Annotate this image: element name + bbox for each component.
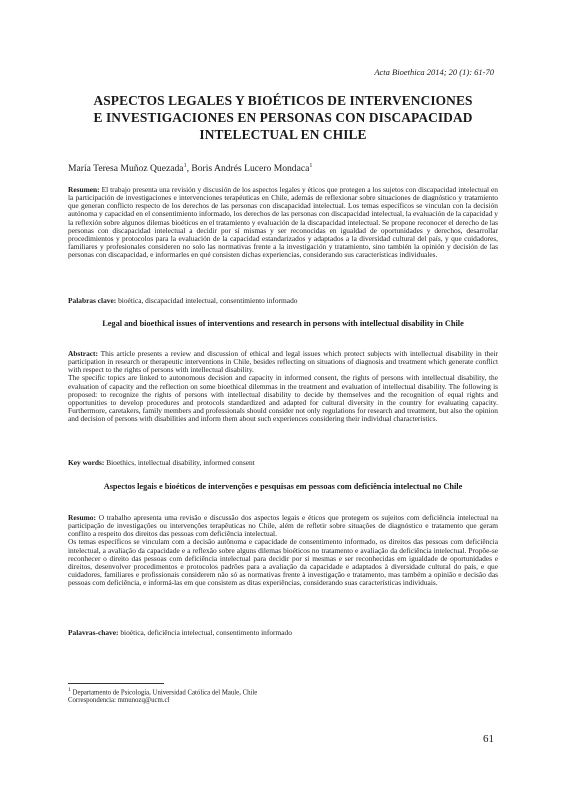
author-name: María Teresa Muñoz Quezada <box>68 163 184 175</box>
abstract-paragraph <box>68 350 498 374</box>
keywords-text: bioética, deficiência intelectual, consentimento informado <box>120 628 292 637</box>
journal-reference: Acta Bioethica 2014; 20 (1): 61-70 <box>374 67 494 77</box>
author-name: Boris Andrés Lucero Mondaca <box>191 163 310 175</box>
spanish-abstract <box>68 186 498 259</box>
footnote-mark: 1 <box>68 687 71 693</box>
correspondence-label: Correspondencia: <box>68 697 116 704</box>
english-abstract <box>68 350 498 423</box>
keywords-label: Palavras-chave: <box>68 628 119 637</box>
abstract-text: O trabalho apresenta uma revisão e discussão dos aspectos legais e éticos que protegem os sujeitos com deficiência intelectual na participação de investigações ou intervenções terapêuticas no Chile, além de refletir sobre situações de diagnóstico e tratamento que geram conflito a respeito dos direitos das pessoas com deficiência intelectual. <box>68 513 498 539</box>
abstract-text: El trabajo presenta una revisión y discusión de los aspectos legales y éticos que protegen a los sujetos con discapacidad intelectual en la participación de investigaciones e intervenciones terapéuticas en Chile, además de reflexionar sobre situaciones de diagnóstico y tratamiento que generan conflicto respecto de los derechos de las personas con discapacidad intelectual. Los temas específicos se vinculan con la decisión autónoma y capacidad en el consentimiento informado, los derechos de las personas con discapacidad intelectual, la evaluación de la capacidad y la reflexión sobre algunos dilemas bioéticos en el tratamiento y evaluación de la discapacidad intelectual. Se propone reconocer el derecho de las personas con discapacidad intelectual a decidir por sí mismas y ser reconocidas en igualdad de oportunidades y derechos, desarrollar procedimientos y protocolos para la evaluación de la capacidad estandarizados y adaptados a la diversidad cultural del país, y que cuidadores, familiares y profesionales consideren no solo las normativas frente a la investigación y tratamiento, sino también la opinión y decisión de las personas con discapacidad, e informarles en qué consisten dichas experiencias, considerando sus características individuales. <box>68 185 498 260</box>
portuguese-abstract <box>68 514 498 587</box>
abstract-label: Resumo: <box>68 513 96 522</box>
page-number: 61 <box>483 733 494 745</box>
author-affiliation-mark: 1 <box>309 163 313 169</box>
english-keywords <box>68 458 255 467</box>
portuguese-title: Aspectos legais e bioéticos de intervenções e pesquisas em pessoas com deficiência intelectual no Chile <box>103 482 463 491</box>
portuguese-keywords <box>68 628 292 637</box>
title-line-3: INTELECTUAL EN CHILE <box>199 127 367 142</box>
abstract-paragraph: The specific topics are linked to autonomous decision and capacity in informed consent, the rights of persons with intellectual disability, the evaluation of capacity and the reflection on some bioethical dilemmas in the treatment and evaluation of intellectual disability. The following is proposed: to recognize the rights of persons with intellectual disability to decide by themselves and the recognition of equal rights and opportunities to develop procedures and protocols standardized and adapted for cultural diversity in the country for evaluating capacity. Furthermore, caretakers, family members and professionals should consider not only regulations for research and treatment, but also the opinion and decision of persons with disabilities and inform them about such experiences considering their individual characteristics. <box>68 373 498 424</box>
abstract-label: Abstract: <box>68 349 98 358</box>
footnote-divider <box>68 683 164 684</box>
abstract-text: This article presents a review and discussion of ethical and legal issues which protect subjects with intellectual disability in their participation in research or therapeutic interventions in Chile, besides reflecting on situations of diagnosis and treatment which generate conflict with respect to the rights of persons with intellectual disability. <box>68 349 498 375</box>
abstract-paragraph: Os temas específicos se vinculam com a decisão autônoma e capacidade de consentimento informado, os direitos das pessoas com deficiência intelectual, a avaliação da capacidade e a reflexão sobre alguns dilemas bioéticos no tratamento e avaliação da deficiência intelectual. Propõe-se reconhecer o direito das pessoas com deficiência intelectual para decidir por si mesmas e ser reconhecidas em igualdade de oportunidades e direitos, desenvolver procedimentos e protocolos padrões para a avaliação da capacidade e adaptados à diversidade cultural do país, e que cuidadores, familiares e profissionais considerem não só as normativas frente à investigação e tratamento, mas também a opinião e decisão das pessoas com deficiência, e informá-las em que consistem as ditas experiências, considerando suas características individuais. <box>68 537 498 588</box>
author-separator: , <box>186 163 192 175</box>
title-line-2: E INVESTIGACIONES EN PERSONAS CON DISCAPACIDAD <box>93 110 473 125</box>
keywords-text: Bioethics, intellectual disability, informed consent <box>106 458 255 467</box>
affiliation-text: Departamento de Psicología, Universidad Católica del Maule, Chile <box>72 689 258 697</box>
correspondence-email[interactable]: mmunozq@ucm.cl <box>117 697 170 704</box>
footnote-correspondence <box>68 696 169 705</box>
keywords-label: Key words: <box>68 458 105 467</box>
spanish-keywords <box>68 296 297 305</box>
author-list <box>68 163 312 174</box>
english-title: Legal and bioethical issues of interventions and research in persons with intellectual disability in Chile <box>102 319 464 328</box>
abstract-label: Resumen: <box>68 185 100 194</box>
author-affiliation-mark: 1 <box>183 163 187 169</box>
keywords-label: Palabras clave: <box>68 296 117 305</box>
keywords-text: bioética, discapacidad intelectual, consentimiento informado <box>118 296 298 305</box>
abstract-paragraph <box>68 514 498 538</box>
title-line-1: ASPECTOS LEGALES Y BIOÉTICOS DE INTERVENCIONES <box>93 93 473 108</box>
article-title <box>60 92 506 143</box>
